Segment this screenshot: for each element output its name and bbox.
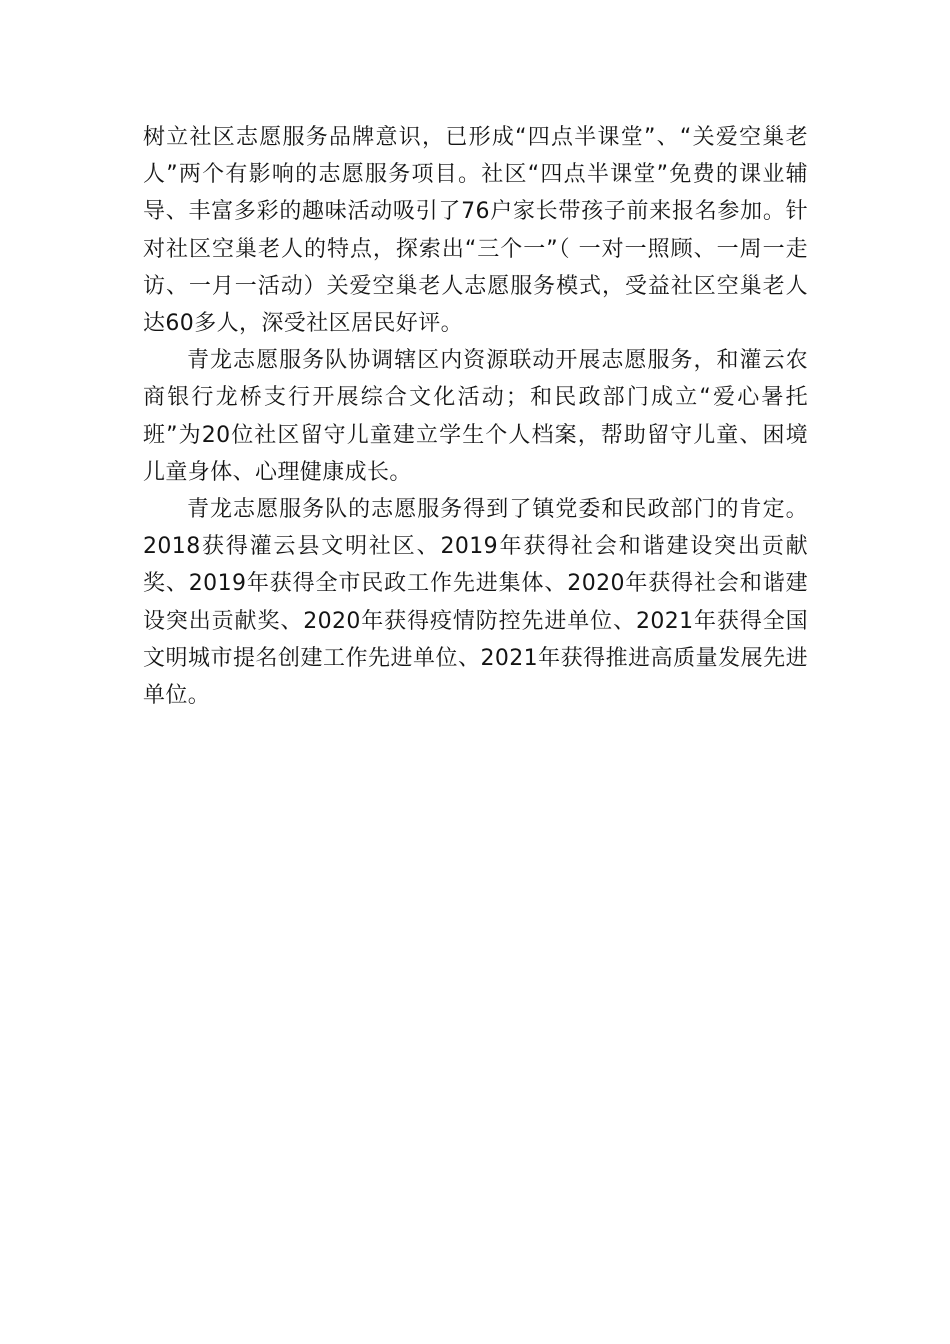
paragraph-honors: 青龙志愿服务队的志愿服务得到了镇党委和民政部门的肯定。2018获得灌云县文明社区、2019年获得社会和谐建设突出贡献奖、2019年获得全市民政工作先进集体、2020年获得社会和谐建设突出贡献奖、2020年获得疫情防控先进单位、2021年获得全国文明城市提名创建工作先进单位、2021年获得推进高质量发展先进单位。: [143, 497, 808, 709]
paragraph-resource-linkage: 青龙志愿服务队协调辖区内资源联动开展志愿服务，和灌云农商银行龙桥支行开展综合文化活动；和民政部门成立“爱心暑托班”为20位社区留守儿童建立学生个人档案，帮助留守儿童、困境儿童身体、心理健康成长。: [143, 348, 808, 485]
document-body: [143, 119, 808, 714]
paragraph-community-projects: 树立社区志愿服务品牌意识，已形成“四点半课堂”、“关爱空巢老人”两个有影响的志愿服务项目。社区“四点半课堂”免费的课业辅导、丰富多彩的趣味活动吸引了76户家长带孩子前来报名参加。针对社区空巢老人的特点，探索出“三个一”（ 一对一照顾、一周一走访、一月一活动）关爱空巢老人志愿服务模式，受益社区空巢老人达60多人，深受社区居民好评。: [143, 125, 808, 337]
